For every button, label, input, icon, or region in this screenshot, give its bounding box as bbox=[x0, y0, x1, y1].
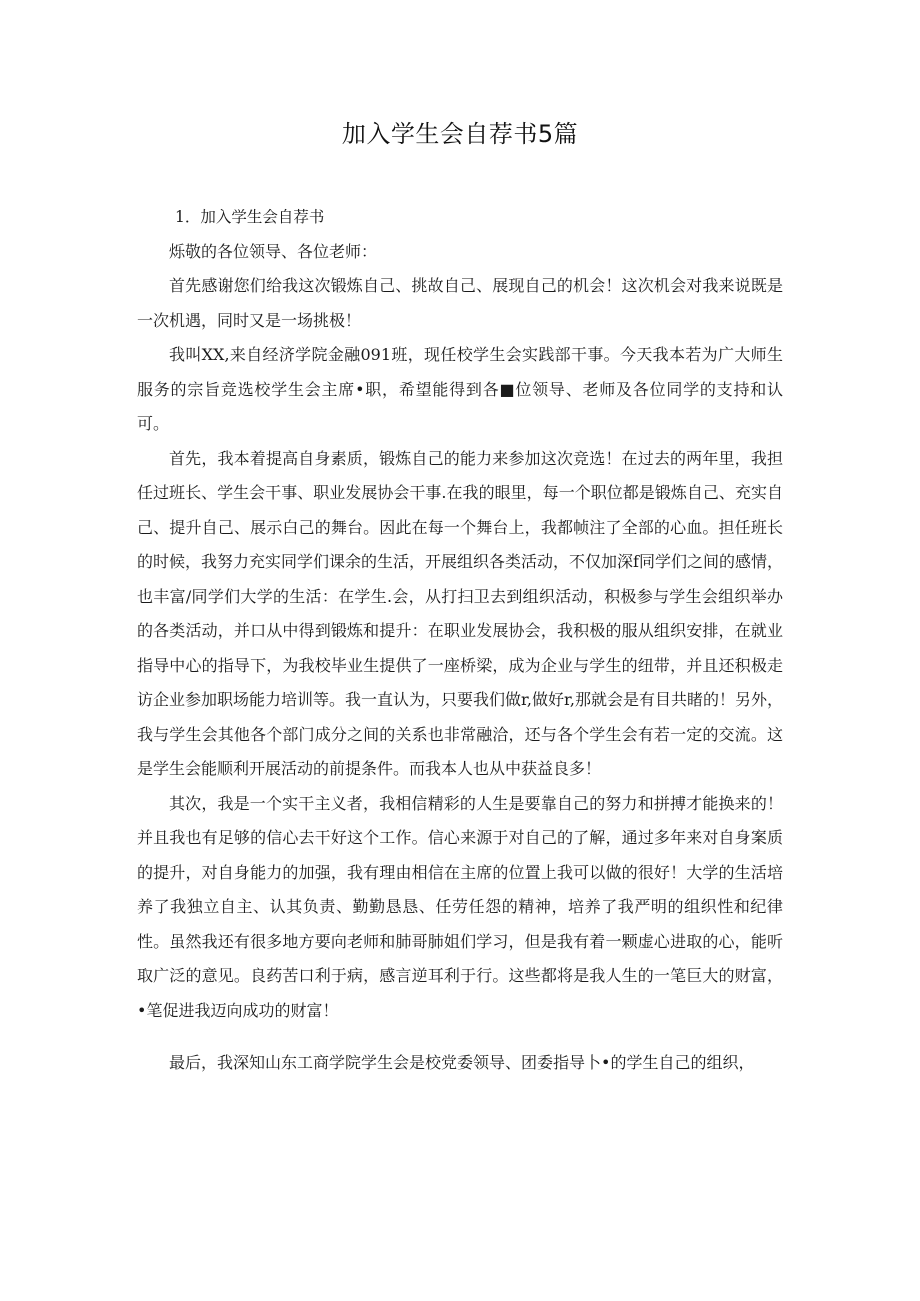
paragraph-introduction: 我叫XX,来自经济学院金融091班，现任校学生会实践部干事。今天我本若为广大师生服务的宗旨竞选校学生会主席•职，希望能得到各■位领导、老师及各位同学的支持和认可。 bbox=[137, 345, 783, 433]
section-heading: 1．加入学生会自荐书 bbox=[175, 208, 325, 226]
paragraph-second: 其次，我是一个实干主义者，我相信精彩的人生是要靠自己的努力和拼搏才能换来的！并且我也有足够的信心去干好这个工作。信心来源于对自己的了解，通过多年来对自身案质的提升，对自身能力的加强，我有理由相信在主席的位置上我可以做的很好！大学的生活培养了我独立自主、认其负责、勤勤恳恳、任劳任怨的精神，培养了我严明的组织性和纪律性。虽然我还有很多地方要向老师和肺哥肺姐们学习，但是我有着一颗虚心进取的心，能听取广泛的意见。良药苦口利于病，感言逆耳利于行。这些都将是我人生的一笔巨大的财富，•笔促进我迈向成功的财富！ bbox=[137, 793, 783, 1020]
document-body bbox=[137, 200, 783, 1081]
paragraph-last: 最后，我深知山东工商学院学生会是校党委领导、团委指导卜•的学生自己的组织， bbox=[169, 1053, 755, 1072]
paragraph-first: 首先，我本着提高自身素质，锻炼自己的能力来参加这次竞选！在过去的两年里，我担任过班长、学生会干事、职业发展协会干事.在我的眼里，每一个职位都是锻炼自己、充实自己、提升自己、展示白己的舞台。因此在每一个舞台上，我都帧注了全部的心血。担任班长的时候，我努力充实同学们课余的生活，开展组织各类活动，不仅加深f同学们之间的感情，也丰富/同学们大学的生活：在学生.会，从打扫卫去到组织活动，积极参与学生会组织举办的各类活动，并口从中得到锻炼和提升：在职业发展协会，我积极的服从组织安排，在就业指导中心的指导下，为我校毕业生提供了一座桥梁，成为企业与学生的纽带，并且还积极走访企业参加职场能力培训等。我一直认为，只要我们做r,做好r,那就会是有目共睹的！另外，我与学生会其他各个部门成分之间的关系也非常融洽，还与各个学生会有若一定的交流。这是学生会能顺利开展活动的前提条件。而我本人也从中获益良多！ bbox=[137, 448, 783, 778]
salutation: 烁敬的各位领导、各位老师： bbox=[169, 241, 378, 261]
document-title: 加入学生会自荐书5篇 bbox=[341, 120, 579, 148]
paragraph-thanks: 首先感谢您们给我这次锻炼自己、挑故自己、展现自己的机会！这次机会对我来说既是一次机遇，同时又是一场挑极！ bbox=[137, 276, 783, 330]
